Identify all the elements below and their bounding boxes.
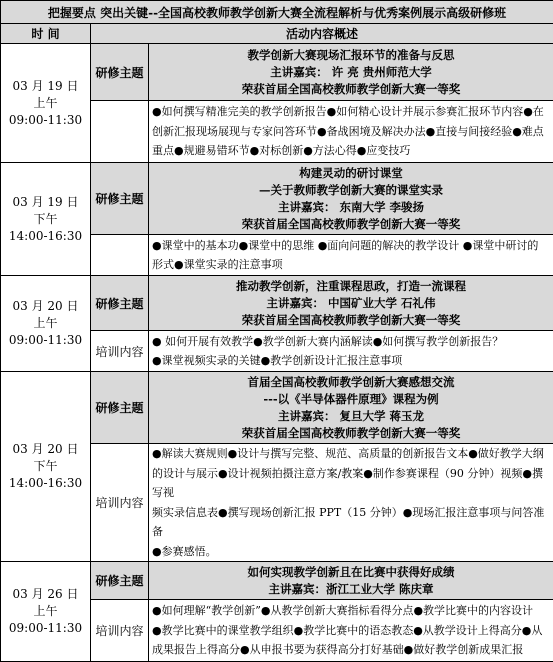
session-heading: 推动教学创新，注重课程思政，打造一流课程 主讲嘉宾： 中国矿业大学 石礼伟 荣获首届全国高校教师教学创新大赛一等奖: [149, 276, 553, 331]
content-label: [91, 101, 149, 163]
topic-label: 研修主题: [91, 372, 149, 444]
session-time: 03 月 19 日 下午 14:00-16:30: [1, 163, 91, 276]
session-items: ●如何理解“教学创新”●从教学创新大赛指标看得分点●教学比赛中的内容设计 ●教学比赛中的课堂教学组织●教学比赛中的语态教态●从教学设计上得高分●从 成果报告上得高分●从申报书要为获得高分打好基础●做好教学创新成果汇报: [149, 600, 553, 662]
topic-label: 研修主题: [91, 44, 149, 101]
content-label: [91, 235, 149, 276]
session-time: 03 月 20 日 上午 09:00-11:30: [1, 276, 91, 372]
session-heading: 首届全国高校教师教学创新大赛感想交流 ---以《半导体器件原理》课程为例 主讲嘉宾： 复旦大学 蒋玉龙 荣获首届全国高校教师教学创新大赛一等奖: [149, 372, 553, 444]
topic-label: 研修主题: [91, 276, 149, 331]
content-column-header: 活动内容概述: [91, 24, 553, 44]
session-time: 03 月 26 日 上午 09:00-11:30: [1, 562, 91, 662]
topic-label: 研修主题: [91, 562, 149, 600]
session-time: 03 月 19 日 上午 09:00-11:30: [1, 44, 91, 163]
time-column-header: 时 间: [1, 24, 91, 44]
document-title: 把握要点 突出关键--全国高校教师教学创新大赛全流程解析与优秀案例展示高级研修班: [1, 1, 553, 24]
content-label: 培训内容: [91, 600, 149, 662]
content-label: 培训内容: [91, 331, 149, 372]
session-time: 03 月 20 日 下午 14:00-16:30: [1, 372, 91, 562]
session-items: ●课堂中的基本功●课堂中的思维 ●面向问题的解决的教学设计 ●课堂中研讨的 形式●课堂实录的注意事项: [149, 235, 553, 276]
session-items: ● 如何开展有效教学●教学创新大赛内涵解读●如何撰写教学创新报告？ ●课堂视频实录的关键●教学创新设计汇报注意事项: [149, 331, 553, 372]
session-heading: 如何实现教学创新且在比赛中获得好成绩 主讲嘉宾：浙江工业大学 陈庆章: [149, 562, 553, 600]
content-label: 培训内容: [91, 444, 149, 562]
session-heading: 构建灵动的研讨课堂 —关于教师教学创新大赛的课堂实录 主讲嘉宾： 东南大学 李骏扬 荣获首届全国高校教师教学创新大赛一等奖: [149, 163, 553, 235]
session-items: ●如何撰写精准完美的教学创新报告●如何精心设计并展示参赛汇报环节内容●在 创新汇报现场展现与专家问答环节●备战困境及解决办法●直接与间接经验●难点 重点●规避易错环节●对标创新●方法心得●应变技巧: [149, 101, 553, 163]
session-heading: 教学创新大赛现场汇报环节的准备与反思 主讲嘉宾： 许 亮 贵州师范大学 荣获首届全国高校教师教学创新大赛一等奖: [149, 44, 553, 101]
session-items: ●解读大赛规则●设计与撰写完整、规范、高质量的创新报告文本●做好教学大纲 的设计与展示●设计视频拍摄注意方案/教案●制作参赛课程（90 分钟）视频●撰写视 频实录信息表●撰写现场创新汇报 PPT（15 分钟）●现场汇报注意事项与问答准备 ●参赛感悟。: [149, 444, 553, 562]
topic-label: 研修主题: [91, 163, 149, 235]
